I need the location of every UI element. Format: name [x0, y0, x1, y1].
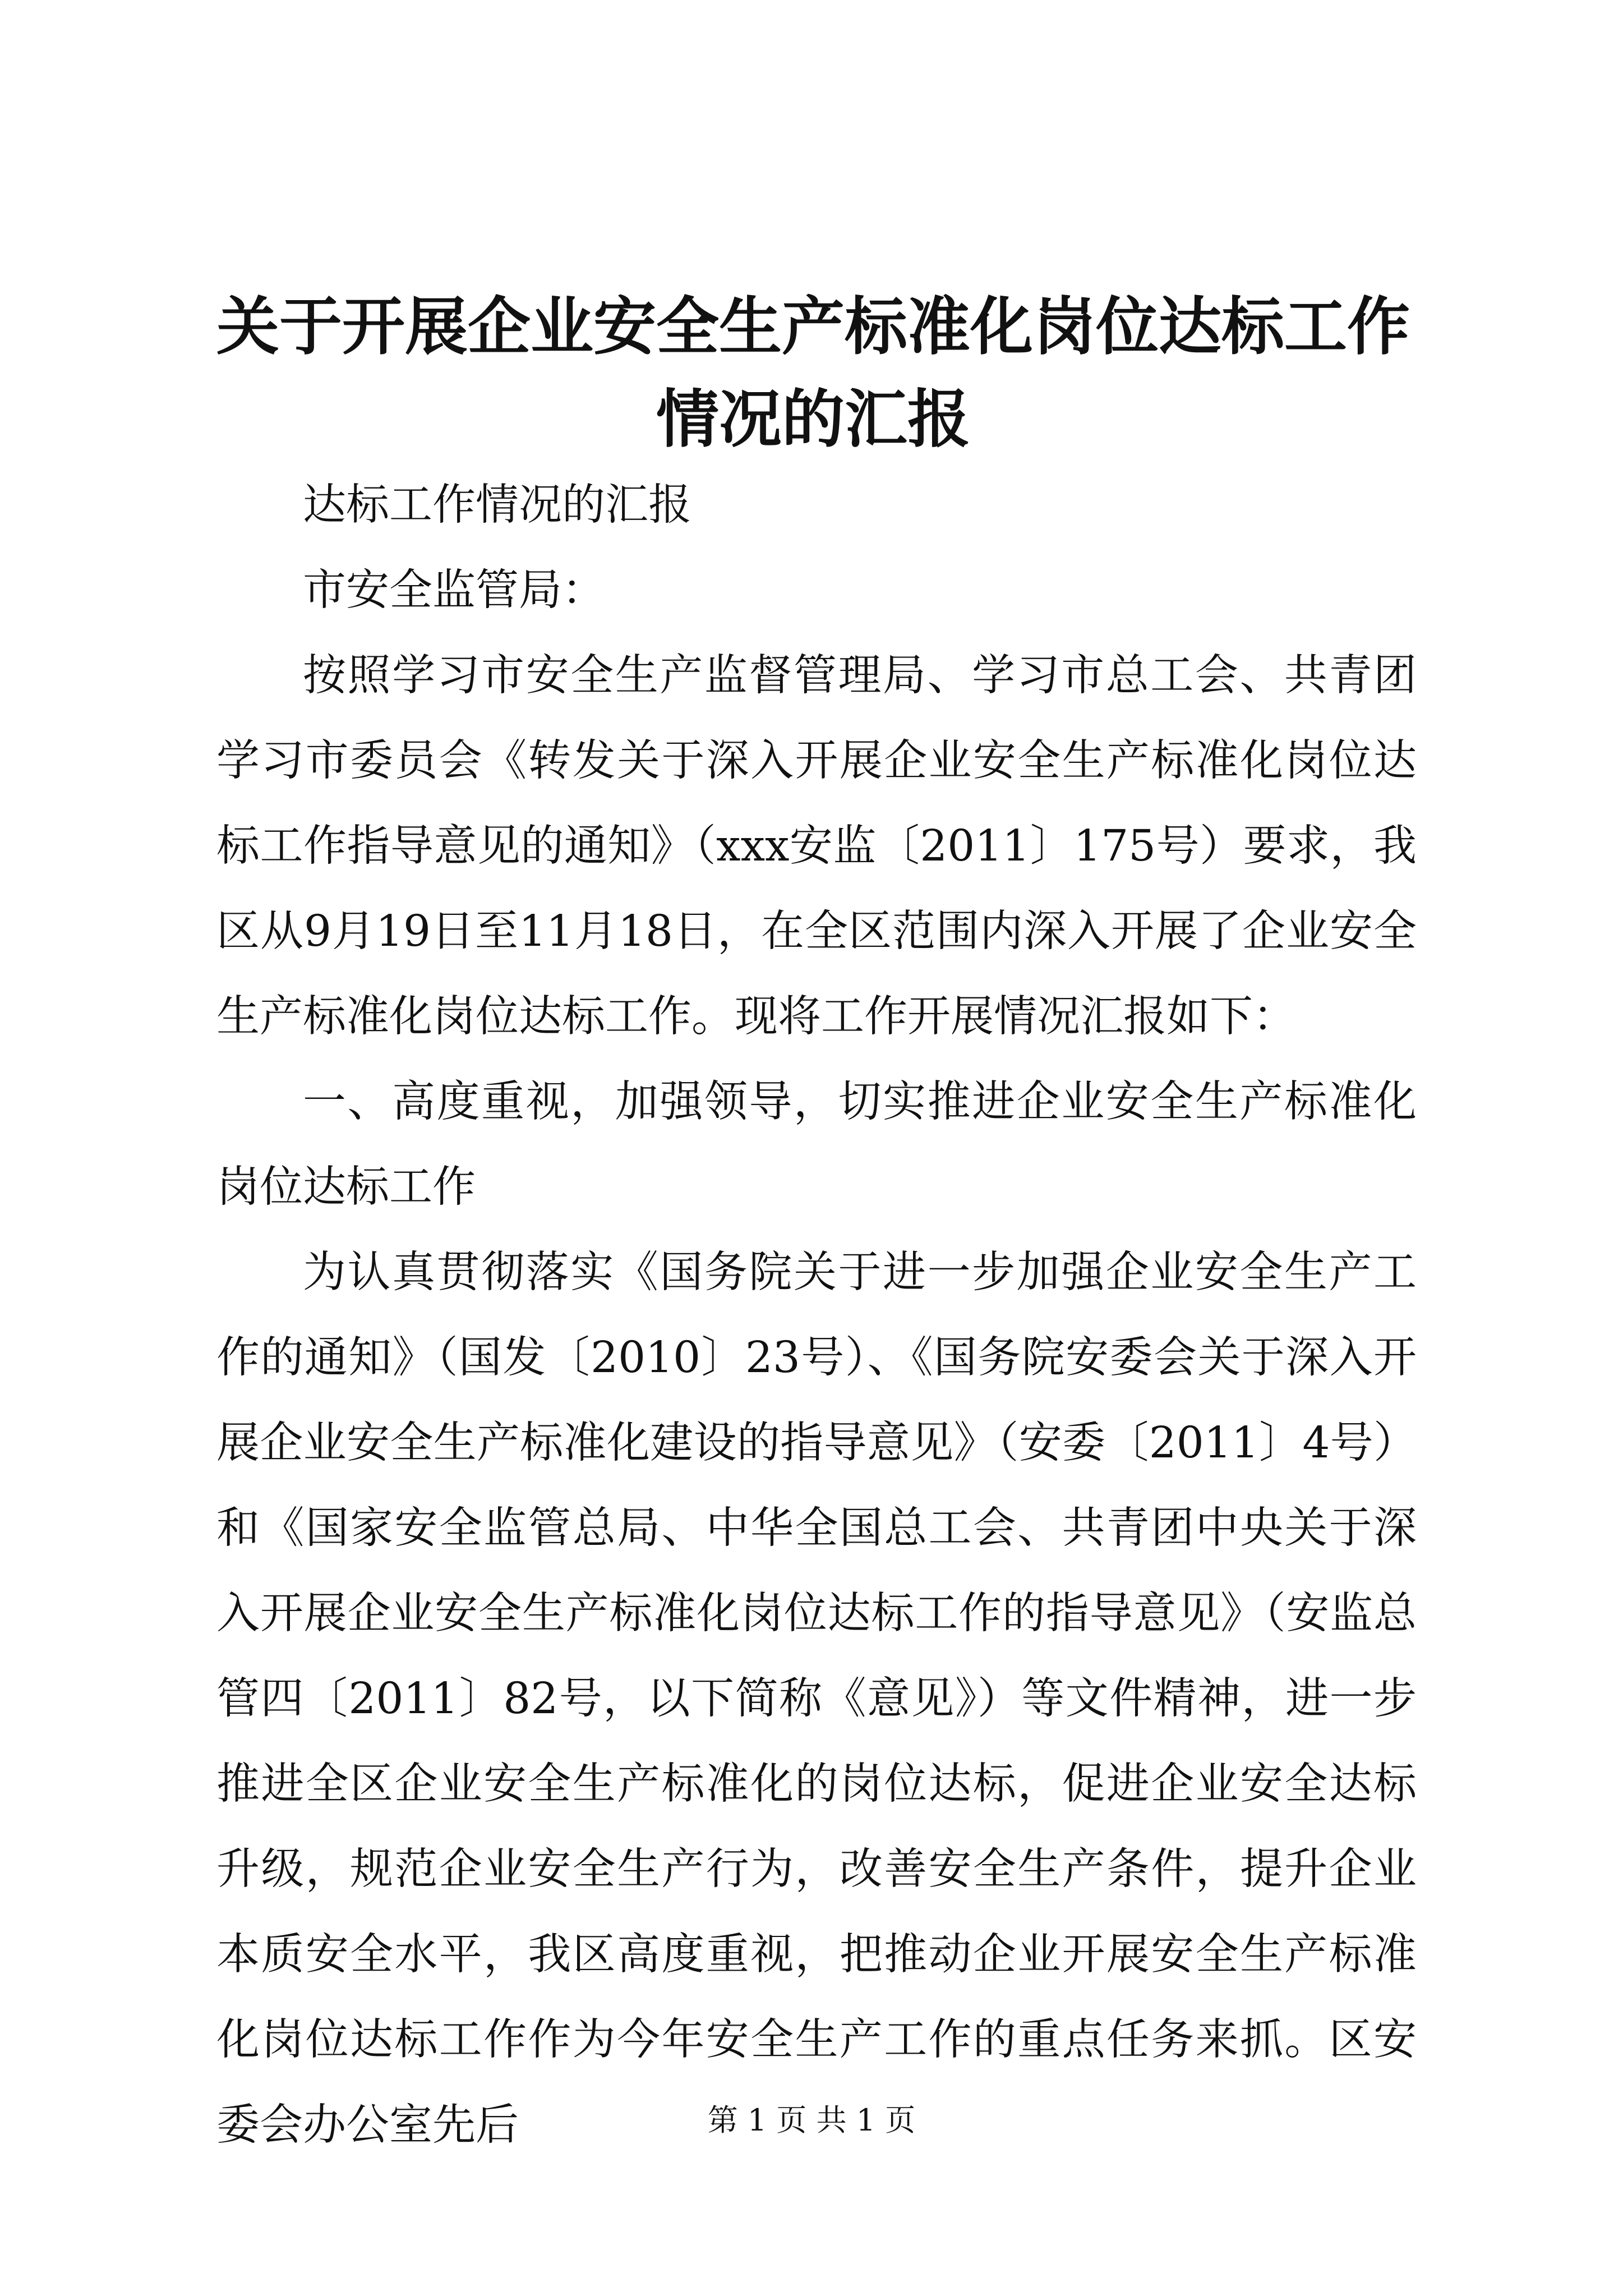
body-paragraph: 按照学习市安全生产监督管理局、学习市总工会、共青团学习市委员会《转发关于深入开展企业安全生产标准化岗位达标工作指导意见的通知》（xxx安监〔2011〕175号）要求，我区从9月19日至11月18日，在全区范围内深入开展了企业安全生产标准化岗位达标工作。现将工作开展情况汇报如下： [216, 651, 1417, 1042]
page-footer: 第 1 页 共 1 页 [707, 2102, 916, 2138]
body-paragraph: 为认真贯彻落实《国务院关于进一步加强企业安全生产工作的通知》（国发〔2010〕23号）、《国务院安委会关于深入开展企业安全生产标准化建设的指导意见》（安委〔2011〕4号）和《国家安全监管总局、中华全国总工会、共青团中央关于深入开展企业安全生产标准化岗位达标工作的指导意见》（安监总管四〔2011〕82号，以下简称《意见》）等文件精神，进一步推进全区企业安全生产标准化的岗位达标，促进企业安全达标升级，规范企业安全生产行为，改善安全生产条件，提升企业本质安全水平，我区高度重视，把推动企业开展安全生产标准化岗位达标工作作为今年安全生产工作的重点任务来抓。区安委会办公室先后 [216, 1248, 1417, 2150]
subtitle-paragraph: 达标工作情况的汇报 [303, 480, 691, 530]
addressee-paragraph: 市安全监管局： [303, 565, 605, 615]
section-heading: 一、高度重视，加强领导，切实推进企业安全生产标准化岗位达标工作 [216, 1077, 1417, 1212]
document-body [216, 463, 1417, 2168]
document-title: 关于开展企业安全生产标准化岗位达标工作情况的汇报 [216, 290, 1410, 456]
